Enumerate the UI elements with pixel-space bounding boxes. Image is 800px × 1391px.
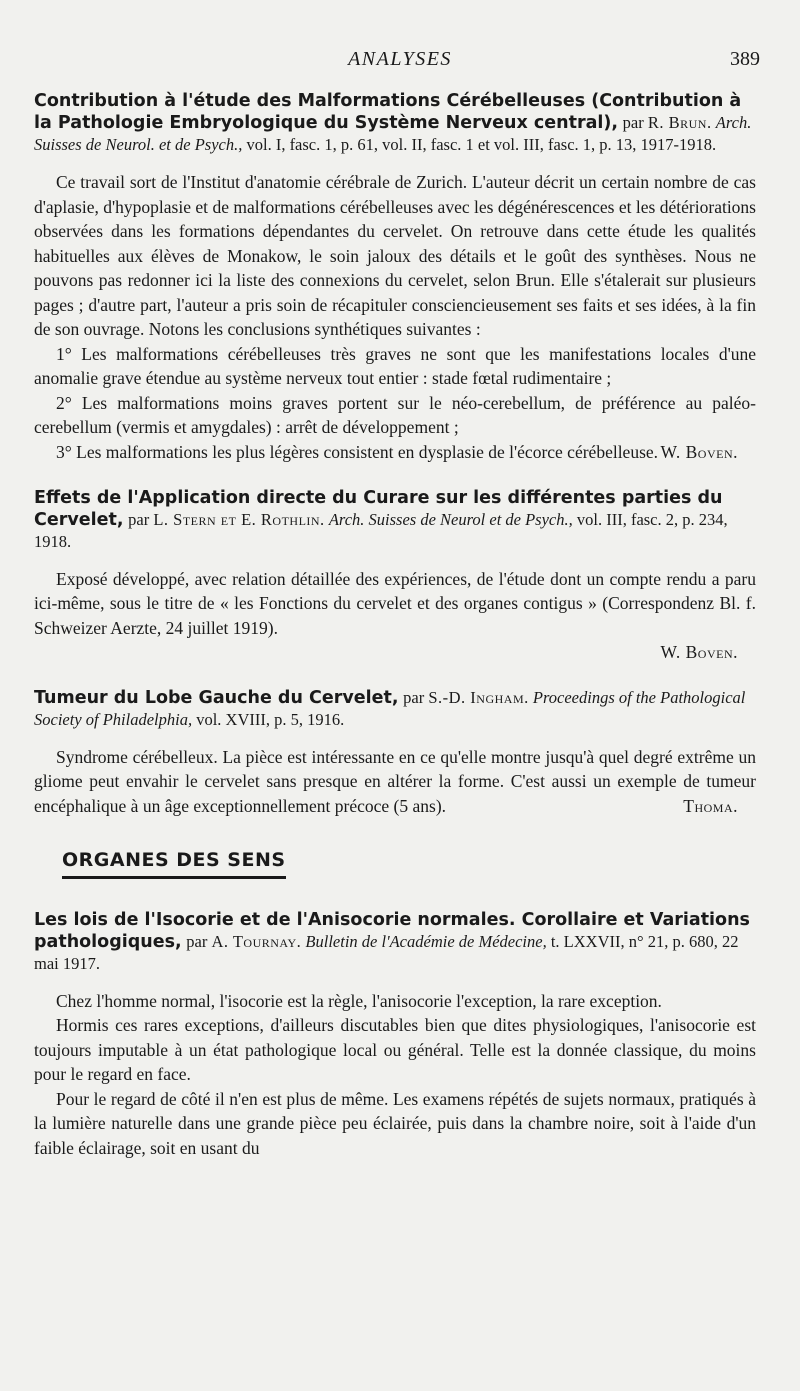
entry-heading [34, 909, 756, 975]
entry-signature: Thoma. [683, 796, 738, 816]
citation-details: vol. I, fasc. 1, p. 61, vol. II, fasc. 1 et vol. III, fasc. 1, p. 13, 1917-1918. [246, 135, 717, 154]
citation-details: t. LXXVII, n° 21, p. 680, 22 mai 1917. [34, 931, 739, 973]
running-header [0, 48, 800, 74]
entry-heading [34, 487, 756, 553]
citation-journal: Bulletin de l'Académie de Médecine, [305, 931, 547, 951]
entry-title: Contribution à l'étude des Malformations Cérébelleuses (Contribution à la Pathologie Embryologique du Système Nerveux central), [34, 91, 742, 133]
entry-paragraph: Hormis ces rares exceptions, d'ailleurs discutables bien que dites physiologiques, l'anisocorie est toujours imputable à un état pathologique local ou général. Telle est la donnée classique, du moins pour le regard en face. [34, 1015, 756, 1084]
entry-list-item: 3° Les malformations les plus légères consistent en dysplasie de l'écorce cérébelleuse. [56, 441, 659, 462]
entry-signature: W. Boven. [660, 442, 738, 462]
entry-title: Tumeur du Lobe Gauche du Cervelet, [34, 687, 399, 708]
citation-author: L. Stern et E. Rothlin. [153, 509, 325, 529]
page-number: 389 [730, 48, 760, 70]
entry-heading [34, 90, 756, 156]
review-entry [34, 909, 756, 1161]
entry-paragraph: Exposé développé, avec relation détaillée des expériences, de l'étude dont un compte rendu a paru ici-même, sous le titre de « les Fonctions du cervelet et des organes contigus » (Correspondenz Bl. f. Schweizer Aerzte, 24 juillet 1919). [34, 568, 756, 638]
citation-author: A. Tournay. [211, 931, 302, 951]
citation-details: vol. III, fasc. 2, p. 234, 1918. [34, 509, 728, 551]
citation-prefix: par [128, 509, 150, 529]
citation-journal: Arch. Suisses de Neurol et de Psych., [328, 509, 573, 529]
citation-journal: Arch. Suisses de Neurol. et de Psych., [34, 113, 752, 154]
citation-prefix: par [186, 931, 208, 951]
section-heading-block [34, 849, 756, 879]
review-entry [34, 90, 756, 465]
review-entry [34, 487, 756, 665]
entry-title: Les lois de l'Isocorie et de l'Anisocorie normales. Corollaire et Variations pathologiques, [34, 909, 750, 952]
entry-paragraph: Chez l'homme normal, l'isocorie est la règle, l'anisocorie l'exception, la rare exception. [56, 990, 662, 1011]
section-heading: ORGANES DES SENS [62, 849, 286, 879]
entry-list-item: 2° Les malformations moins graves portent sur le néo-cerebellum, de préférence au paléo-cerebellum (vermis et amygdales) : arrêt de développement ; [34, 392, 756, 437]
entry-citation [34, 510, 728, 551]
citation-author: S.-D. Ingham. [428, 687, 529, 707]
entry-list-item: 1° Les malformations cérébelleuses très graves ne sont que les manifestations locales d'une anomalie grave étendue au système nerveux tout entier : stade fœtal rudimentaire ; [34, 343, 756, 388]
running-title: ANALYSES [348, 48, 452, 70]
citation-prefix: par [403, 687, 425, 707]
page-content [34, 90, 756, 1160]
citation-details: vol. XVIII, p. 5, 1916. [196, 709, 345, 729]
entry-heading [34, 687, 756, 731]
entry-paragraph: Syndrome cérébelleux. La pièce est intéressante en ce qu'elle montre jusqu'à quel degré extrême un gliome peut envahir le cervelet sans presque en altérer la forme. C'est aussi un exemple de tumeur encéphalique à un âge exceptionnellement précoce (5 ans). [34, 746, 756, 816]
entry-title: Effets de l'Application directe du Curare sur les différentes parties du Cervelet, [34, 487, 723, 530]
review-entry [34, 687, 756, 819]
entry-paragraph: Ce travail sort de l'Institut d'anatomie cérébrale de Zurich. L'auteur décrit un certain nombre de cas d'aplasie, d'hypoplasie et de malformations cérébelleuses avec les dégénérescences et les détériorations observées dans les formations dépendantes du cervelet. On retrouve dans cette étude les qualités habituelles aux élèves de Monakow, le soin jaloux des détails et le goût des synthèses. Nous ne pouvons pas redonner ici la liste des connexions du cervelet, selon Brun. Elle s'étalerait sur plusieurs pages ; d'autre part, l'auteur a pris soin de récapituler consciencieusement ses faits et ses idées, à la fin de son ouvrage. Notons les conclusions synthétiques suivantes : [34, 172, 756, 339]
entry-signature: W. Boven. [660, 642, 738, 662]
entry-paragraph: Pour le regard de côté il n'en est plus de même. Les examens répétés de sujets normaux, pratiqués à la lumière naturelle dans une grande pièce peu éclairée, puis dans la chambre noire, soit à l'aide d'un faible éclairage, soit en usant du [34, 1088, 756, 1158]
citation-author: R. Brun. [647, 113, 712, 132]
citation-journal: Proceedings of the Pathological Society of Philadelphia, [34, 687, 746, 729]
citation-prefix: par [622, 113, 644, 132]
